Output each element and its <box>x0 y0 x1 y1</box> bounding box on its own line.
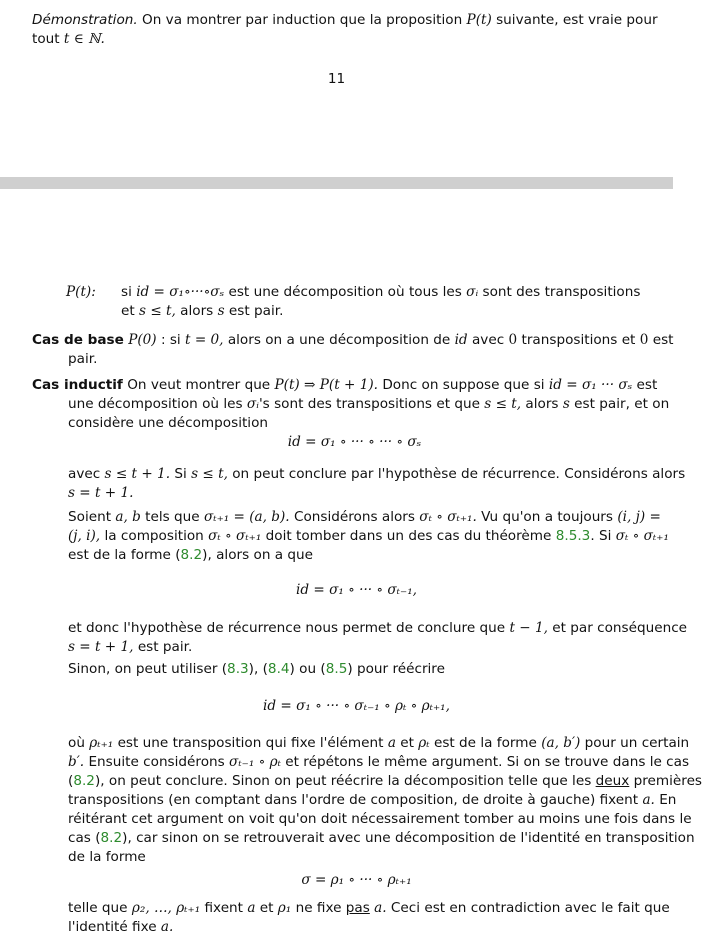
math: σᵢ <box>246 396 259 412</box>
math: P(t) ⇒ P(t + 1). <box>274 377 378 393</box>
equation-reference-link[interactable]: 8.5 <box>325 661 348 677</box>
text: Considérons alors <box>293 509 415 525</box>
math: σₜ ∘ σₜ₊₁ <box>208 528 262 544</box>
math: a. <box>642 792 655 808</box>
text: et par conséquence <box>552 620 688 636</box>
ind-line-1 <box>32 376 658 394</box>
text: est de la forme ( <box>68 547 181 563</box>
text: et donc l'hypothèse de récurrence nous permet de conclure que <box>68 620 506 636</box>
text: ), car sinon on se retrouverait avec une décomposition de l'identité en transposition <box>122 830 695 846</box>
math: a <box>247 900 256 916</box>
math: s ≤ t, <box>191 466 228 482</box>
math: 0 <box>639 332 649 348</box>
math: ρₜ <box>418 735 430 751</box>
math: (a, b′) <box>541 735 581 751</box>
text: réitérant cet argument on voit qu'on doit nécessairement tomber au moins une fois dans le <box>68 811 692 827</box>
text: Ceci est en contradiction avec le fait que <box>390 900 670 916</box>
text: On veut montrer que <box>127 377 271 393</box>
equation-reference-link[interactable]: 8.4 <box>267 661 290 677</box>
math: s = t + 1. <box>68 485 134 501</box>
math: (j, i), <box>68 528 101 544</box>
text: ne fixe <box>295 900 342 916</box>
theorem-reference-link[interactable]: 8.5.3 <box>555 528 591 544</box>
page-number-text: 11 <box>327 71 346 87</box>
text: et <box>400 735 414 751</box>
math: s <box>217 303 225 319</box>
text: alors <box>525 396 559 412</box>
text: Sinon, on peut utiliser ( <box>68 661 228 677</box>
prop-line-2 <box>121 302 283 320</box>
ind-p2-line-3 <box>68 546 313 564</box>
math: σₜ₋₁ ∘ ρₜ <box>229 754 281 770</box>
math: a <box>387 735 396 751</box>
ind-line-5 <box>68 484 133 502</box>
text: est pair. <box>228 303 284 319</box>
ind-p4-line <box>68 660 445 678</box>
equation-reference-link[interactable]: 8.2 <box>100 830 123 846</box>
ind-p3-line-1 <box>68 619 688 637</box>
ind-p2-line-2 <box>68 527 669 545</box>
ind-p5-line-4 <box>68 791 677 809</box>
text: ) ou ( <box>289 661 326 677</box>
text: Donc on suppose que si <box>382 377 545 393</box>
text: premières <box>633 773 702 789</box>
text: Vu qu'on a toujours <box>481 509 613 525</box>
text: est pair. <box>137 639 193 655</box>
text: est une décomposition où tous les <box>228 284 462 300</box>
math: 0 <box>508 332 518 348</box>
ind-p5-line-6 <box>68 829 695 847</box>
ind-p5-line-2 <box>68 753 690 771</box>
math: σᵢ <box>466 284 479 300</box>
equation-reference-link[interactable]: 8.2 <box>180 547 203 563</box>
text: fixent <box>204 900 243 916</box>
text: transpositions et <box>521 332 636 348</box>
text: est de la forme <box>433 735 537 751</box>
equation-1 <box>18 433 691 451</box>
math: ρ₁ <box>277 900 292 916</box>
math: id = σ₁ ∘ ··· ∘ σₜ₋₁, <box>296 582 417 598</box>
text: une décomposition où les <box>68 396 243 412</box>
math: (i, j) = <box>617 509 661 525</box>
demo-text: suivante, est vraie pour <box>496 12 658 28</box>
math: a. <box>160 919 174 935</box>
text: où <box>68 735 85 751</box>
text: cas ( <box>68 830 101 846</box>
ind-p5-line-5 <box>68 810 692 828</box>
ind-line-3 <box>68 414 268 432</box>
page-separator <box>0 177 673 189</box>
text: ), ( <box>248 661 268 677</box>
text: et <box>259 900 274 916</box>
text: est pair, et on <box>574 396 670 412</box>
demo-text: On va montrer par induction que la proposition <box>142 12 463 28</box>
text: on peut conclure par l'hypothèse de récurrence. Considérons alors <box>232 466 686 482</box>
math: ρₜ₊₁ <box>89 735 114 751</box>
math: a, b <box>115 509 141 525</box>
math: s <box>562 396 570 412</box>
equation-4 <box>20 871 693 889</box>
math: s ≤ t + 1. <box>104 466 171 482</box>
underlined-text: pas <box>345 900 370 916</box>
math: s ≤ t, <box>484 396 522 412</box>
text: ), alors on a que <box>202 547 314 563</box>
math: σₜ ∘ σₜ₊₁ <box>615 528 669 544</box>
math: b′. <box>68 754 85 770</box>
text: ), on peut conclure. Sinon on peut réécrire la décomposition telle que les <box>94 773 592 789</box>
text: transpositions (en comptant dans l'ordre de composition, de droite à gauche) fixent <box>68 792 639 808</box>
text: considère une décomposition <box>68 415 269 431</box>
math: id = σ₁ ∘ ··· ∘ σₜ₋₁ ∘ ρₜ ∘ ρₜ₊₁, <box>263 698 450 714</box>
text: et <box>121 303 135 319</box>
text: alors on a une décomposition de <box>227 332 451 348</box>
math: t − 1, <box>509 620 548 636</box>
ind-line-4 <box>68 465 686 483</box>
math: σₜ ∘ σₜ₊₁. <box>419 509 477 525</box>
underlined-text: deux <box>595 773 630 789</box>
inductive-heading: Cas inductif <box>32 377 123 393</box>
demo-line-2 <box>32 30 105 48</box>
equation-3 <box>20 697 693 715</box>
text: Soient <box>68 509 112 525</box>
text: la composition <box>104 528 204 544</box>
text: Ensuite considérons <box>88 754 225 770</box>
demo-line-1 <box>32 11 658 29</box>
math: t = 0, <box>185 332 224 348</box>
ind-p6-line-2 <box>68 918 173 936</box>
math: ρ₂, …, ρₜ₊₁ <box>131 900 201 916</box>
math: P(t): <box>66 284 96 300</box>
math: s ≤ t, <box>139 303 176 319</box>
math: s = t + 1, <box>68 639 134 655</box>
prop-line-1 <box>121 283 640 301</box>
text: avec <box>471 332 505 348</box>
page-number <box>0 70 673 88</box>
text: pour un certain <box>584 735 690 751</box>
text: pair. <box>68 351 98 367</box>
text: ( <box>68 773 74 789</box>
math: id = σ₁∘···∘σₛ <box>136 284 225 300</box>
math: id = σ₁ ··· σₛ <box>548 377 633 393</box>
math: P(0) <box>128 332 157 348</box>
math: id = σ₁ ∘ ··· ∘ ··· ∘ σₛ <box>287 434 422 450</box>
ind-p5-line-1 <box>68 734 690 752</box>
base-line-1 <box>32 331 674 349</box>
prop-label <box>66 283 96 301</box>
text: Si <box>174 466 187 482</box>
ind-p2-line-1 <box>68 508 661 526</box>
text: est une transposition qui fixe l'élément <box>117 735 384 751</box>
ind-p6-line-1 <box>68 899 670 917</box>
text: doit tomber dans un des cas du théorème <box>265 528 552 544</box>
math: σ = ρ₁ ∘ ··· ∘ ρₜ₊₁ <box>301 872 412 888</box>
text: tels que <box>145 509 200 525</box>
demo-text: tout <box>32 31 60 47</box>
math: a. <box>374 900 387 916</box>
text: En <box>659 792 677 808</box>
ind-p3-line-2 <box>68 638 192 656</box>
text: est <box>652 332 674 348</box>
ind-p5-line-3 <box>68 772 702 790</box>
text: avec <box>68 466 101 482</box>
text: ) pour réécrire <box>347 661 445 677</box>
equation-reference-link[interactable]: 8.2 <box>73 773 95 789</box>
text: telle que <box>68 900 128 916</box>
math: id <box>454 332 468 348</box>
math: σₜ₊₁ = (a, b). <box>203 509 290 525</box>
base-line-2 <box>68 350 97 368</box>
demo-label: Démonstration. <box>32 12 138 28</box>
text: l'identité fixe <box>68 919 157 935</box>
math: t ∈ ℕ. <box>63 31 105 47</box>
text: est <box>636 377 658 393</box>
text: alors <box>180 303 214 319</box>
text: 's sont des transpositions et que <box>258 396 480 412</box>
ind-p5-line-7 <box>68 848 146 866</box>
text: et répétons le même argument. Si on se trouve dans le cas <box>285 754 690 770</box>
base-heading: Cas de base <box>32 332 124 348</box>
text: si <box>121 284 132 300</box>
text: . Si <box>590 528 612 544</box>
equation-2 <box>20 581 693 599</box>
text: sont des transpositions <box>482 284 641 300</box>
math: P(t) <box>466 12 492 28</box>
text: : si <box>160 332 181 348</box>
text: de la forme <box>68 849 146 865</box>
equation-reference-link[interactable]: 8.3 <box>227 661 249 677</box>
ind-line-2 <box>68 395 670 413</box>
